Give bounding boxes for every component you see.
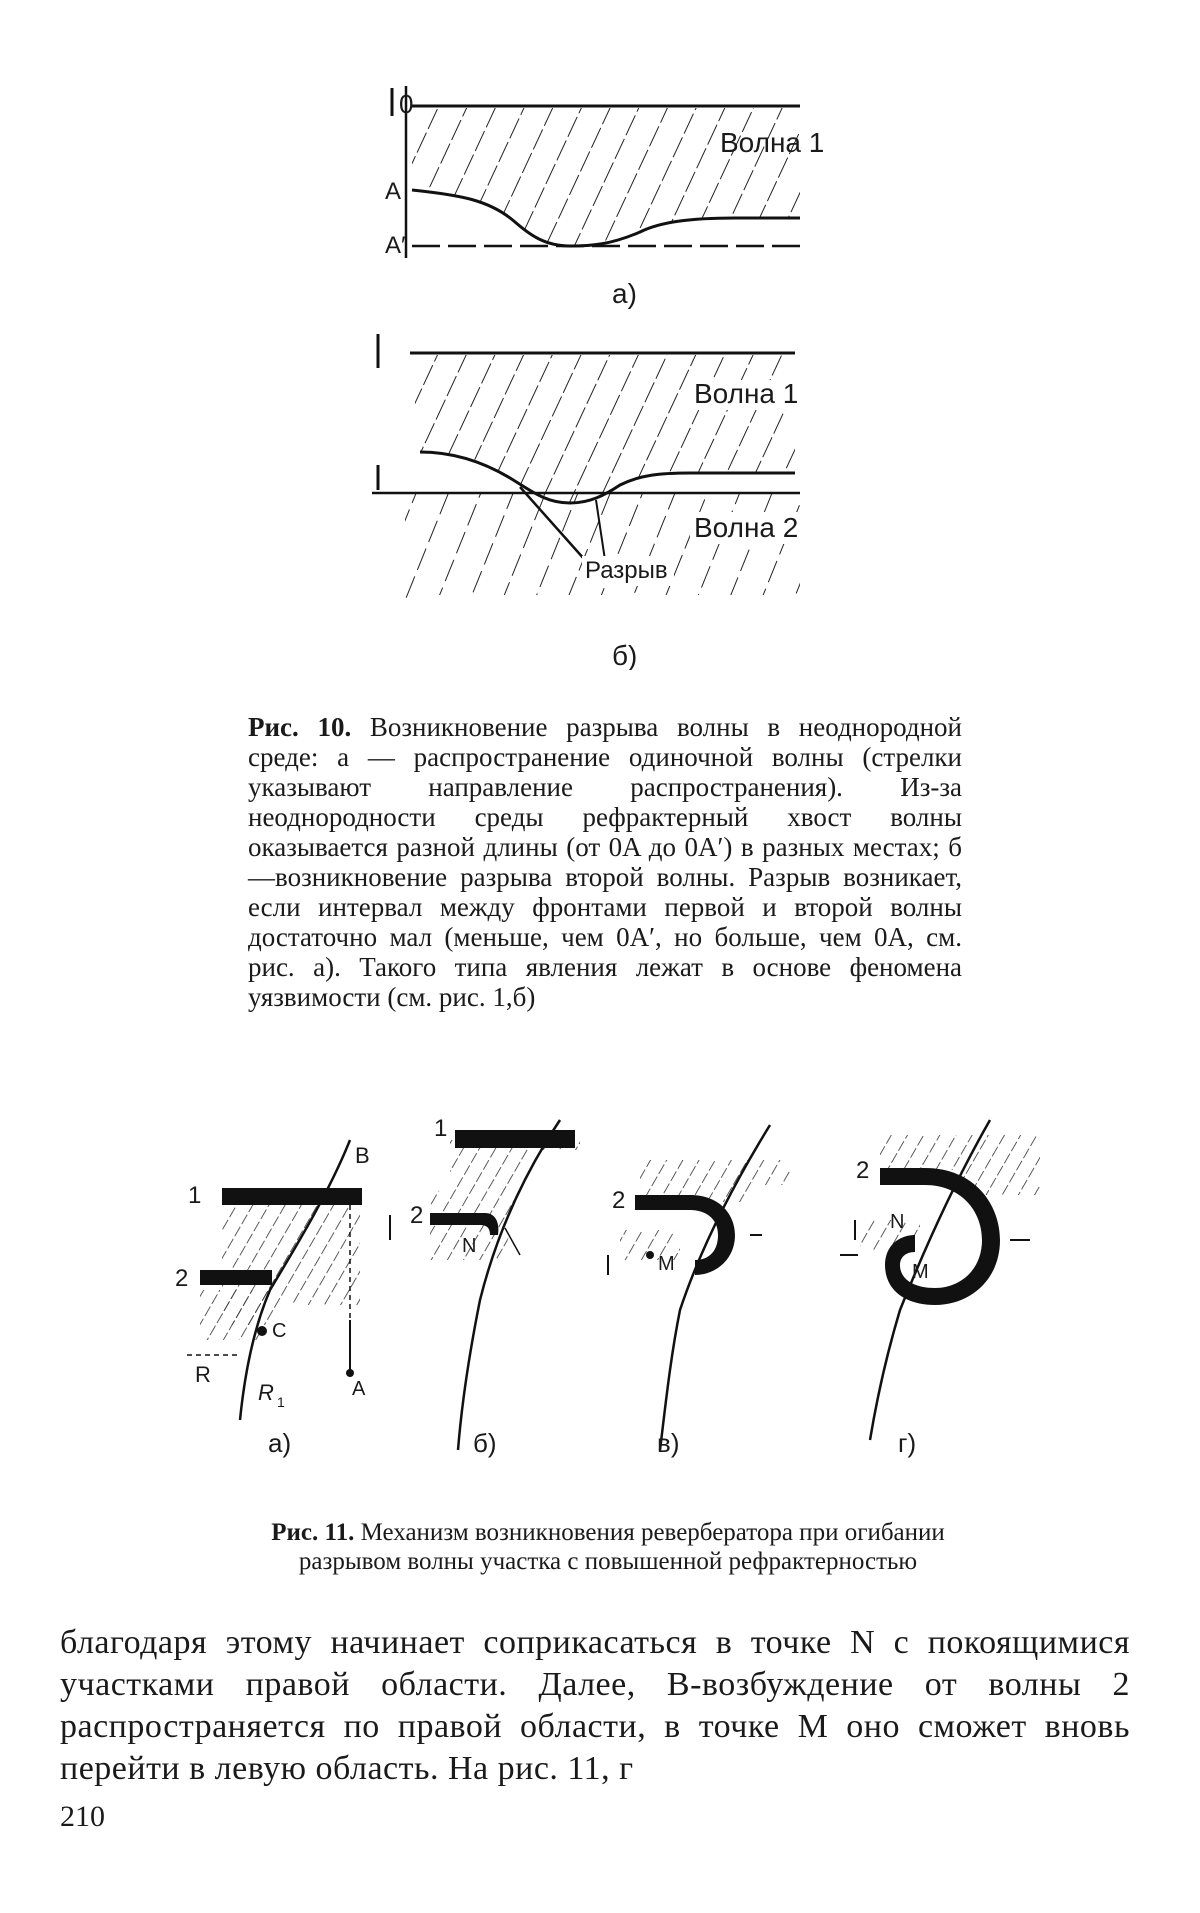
caption-text: Механизм возникновения ревербератора при огибании разрывом волны участка с повышенной рефрактерностью bbox=[298, 1519, 945, 1575]
figure-11 bbox=[0, 1110, 1200, 1490]
panel-label-a: а) bbox=[268, 1428, 292, 1458]
label-1: 1 bbox=[434, 1115, 448, 1142]
panel-label-a: а) bbox=[612, 278, 637, 309]
label-r1: R bbox=[258, 1380, 274, 1405]
page-number: 210 bbox=[60, 1800, 105, 1833]
label-rupture: Разрыв bbox=[585, 557, 668, 584]
wave-front-1 bbox=[455, 1130, 575, 1148]
panel-label-v: в) bbox=[657, 1428, 680, 1458]
point-m bbox=[646, 1251, 654, 1259]
wave-front-2 bbox=[200, 1270, 272, 1285]
label-n: N bbox=[672, 1219, 687, 1241]
figure-11-panel-b bbox=[410, 1115, 580, 1458]
figure-11-caption bbox=[236, 1518, 980, 1576]
label-c: C bbox=[272, 1320, 287, 1342]
label-r1-subscript: 1 bbox=[277, 1394, 285, 1410]
panel-label-g: г) bbox=[898, 1428, 917, 1458]
caption-text: Возникновение разрыва волны в неоднородной среде: а — распространение одиночной волны (стрелки указывают направление распространения). Из-за неоднородности среды рефрактерный хвост волны оказывается разной длины (от 0A до 0A′) в разных местах; б—возникновение разрыва второй волны. Разрыв возникает, если интервал между фронтами первой и второй волны достаточно мал (меньше, чем 0A′, но больше, чем 0A, см. рис. а). Такого типа явления лежат в основе феномена уязвимости (см. рис. 1,б) bbox=[248, 712, 962, 1012]
label-r: R bbox=[195, 1362, 211, 1387]
figure-11-panel-g bbox=[840, 1120, 1040, 1458]
panel-label-b: б) bbox=[473, 1428, 497, 1458]
label-zero: 0 bbox=[399, 89, 414, 119]
figure-10-caption bbox=[248, 712, 962, 1012]
wave-front-1 bbox=[222, 1188, 362, 1205]
label-n: N bbox=[462, 1235, 477, 1257]
figure-10 bbox=[0, 0, 1200, 670]
figure-10-panel-b bbox=[372, 334, 820, 670]
label-wave1: Волна 1 bbox=[720, 127, 825, 158]
wave2-hatched-region bbox=[405, 493, 800, 610]
caption-number: Рис. 11. bbox=[271, 1519, 355, 1546]
label-wave1: Волна 1 bbox=[694, 378, 799, 409]
body-paragraph: благодаря этому начинает соприкасаться в точке N с покоящимися участками правой области. Далее, В-возбуждение от волны 2 распространяется по правой области, в точке M оно сможет вновь перейти в левую область. На рис. 11, г bbox=[60, 1624, 1130, 1787]
label-2: 2 bbox=[175, 1265, 189, 1292]
caption-number: Рис. 10. bbox=[248, 712, 352, 742]
label-m: M bbox=[912, 1261, 929, 1283]
label-2: 2 bbox=[410, 1202, 424, 1229]
point-c bbox=[257, 1326, 267, 1336]
label-1: 1 bbox=[188, 1182, 202, 1209]
point-a bbox=[346, 1369, 354, 1377]
label-wave2: Волна 2 bbox=[694, 512, 799, 543]
figure-11-panel-v bbox=[608, 1125, 790, 1458]
label-m: M bbox=[658, 1253, 675, 1275]
label-b: B bbox=[355, 1143, 370, 1168]
refractory-region bbox=[430, 1140, 580, 1260]
label-n: N bbox=[890, 1211, 905, 1233]
label-point-a: A bbox=[352, 1378, 366, 1400]
label-2: 2 bbox=[856, 1157, 870, 1184]
panel-label-b: б) bbox=[612, 640, 638, 670]
figure-11-panel-a bbox=[175, 1140, 390, 1458]
label-point-a-prime: A′ bbox=[385, 232, 406, 259]
figure-10-panel-a bbox=[385, 86, 824, 309]
label-point-a: A bbox=[385, 178, 402, 205]
label-2: 2 bbox=[612, 1187, 626, 1214]
